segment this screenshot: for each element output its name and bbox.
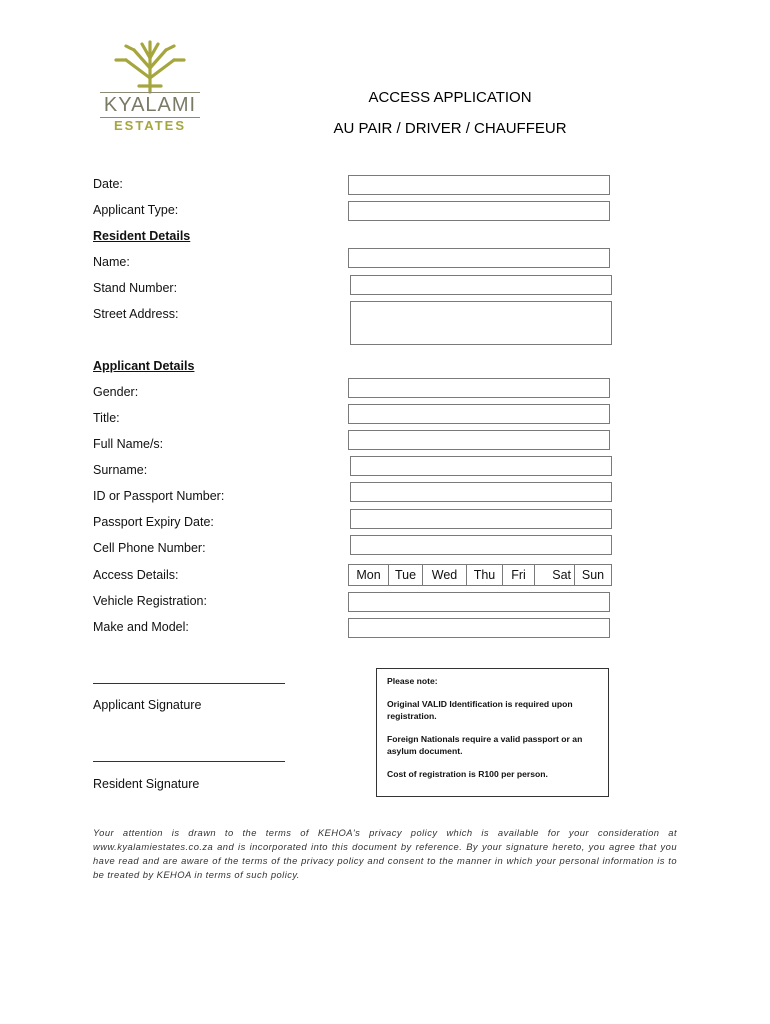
page-title: ACCESS APPLICATION [368,89,532,106]
please-note-box [376,668,609,797]
gender-field[interactable] [348,378,610,398]
privacy-notice: Your attention is drawn to the terms of KEHOA's privacy policy which is available for your consideration at www.kyalamiestates.co.za and is incorporated into this document by reference. By your signature hereto, you agree that you have read and are aware of the terms of the privacy policy and consent to the manner in which your personal information is to be treated by KEHOA in terms of such policy. [93,827,677,880]
day-thu[interactable]: Thu [467,565,503,585]
street-address-label: Street Address: [93,307,179,321]
day-sun[interactable]: Sun [581,568,605,582]
day-fri[interactable]: Fri [503,565,535,585]
title-label: Title: [93,411,120,425]
note-foreign-nationals: Foreign Nationals require a valid passport or an asylum document. [387,734,583,756]
applicant-type-label: Applicant Type: [93,203,179,217]
logo-subtitle: ESTATES [113,118,187,133]
page-subtitle: AU PAIR / DRIVER / CHAUFFEUR [333,120,567,137]
id-passport-field[interactable] [350,482,612,502]
logo-rule-top [100,92,200,93]
tree-icon [112,38,188,94]
applicant-signature-label: Applicant Signature [93,698,202,712]
title-field[interactable] [348,404,610,424]
make-model-label: Make and Model: [93,620,189,634]
full-names-label: Full Name/s: [93,437,164,451]
applicant-signature-line[interactable] [93,683,285,685]
passport-expiry-field[interactable] [350,509,612,529]
vehicle-registration-label: Vehicle Registration: [93,594,207,608]
full-names-field[interactable] [348,430,610,450]
kyalami-estates-logo [98,38,202,138]
logo-wordmark: KYALAMI [103,94,197,116]
note-identification: Original VALID Identification is required upon registration. [387,699,573,721]
stand-number-label: Stand Number: [93,281,178,295]
access-days-table [348,564,612,586]
applicant-type-field[interactable] [348,201,610,221]
surname-field[interactable] [350,456,612,476]
name-label: Name: [93,255,130,269]
cell-phone-label: Cell Phone Number: [93,541,206,555]
note-heading: Please note: [387,676,438,686]
day-mon[interactable]: Mon [349,565,389,585]
note-registration-cost: Cost of registration is R100 per person. [387,769,548,779]
applicant-details-heading: Applicant Details [93,359,195,373]
make-model-field[interactable] [348,618,610,638]
access-details-label: Access Details: [93,568,179,582]
resident-signature-label: Resident Signature [93,777,200,791]
cell-phone-field[interactable] [350,535,612,555]
surname-label: Surname: [93,463,148,477]
resident-signature-line[interactable] [93,761,285,763]
passport-expiry-label: Passport Expiry Date: [93,515,214,529]
date-label: Date: [93,177,123,191]
street-address-field[interactable] [350,301,612,345]
day-tue[interactable]: Tue [389,565,423,585]
id-passport-label: ID or Passport Number: [93,489,225,503]
name-field[interactable] [348,248,610,268]
resident-details-heading: Resident Details [93,229,191,243]
stand-number-field[interactable] [350,275,612,295]
day-sat[interactable]: Sat [535,565,575,585]
day-wed[interactable]: Wed [423,565,467,585]
vehicle-registration-field[interactable] [348,592,610,612]
date-field[interactable] [348,175,610,195]
gender-label: Gender: [93,385,139,399]
